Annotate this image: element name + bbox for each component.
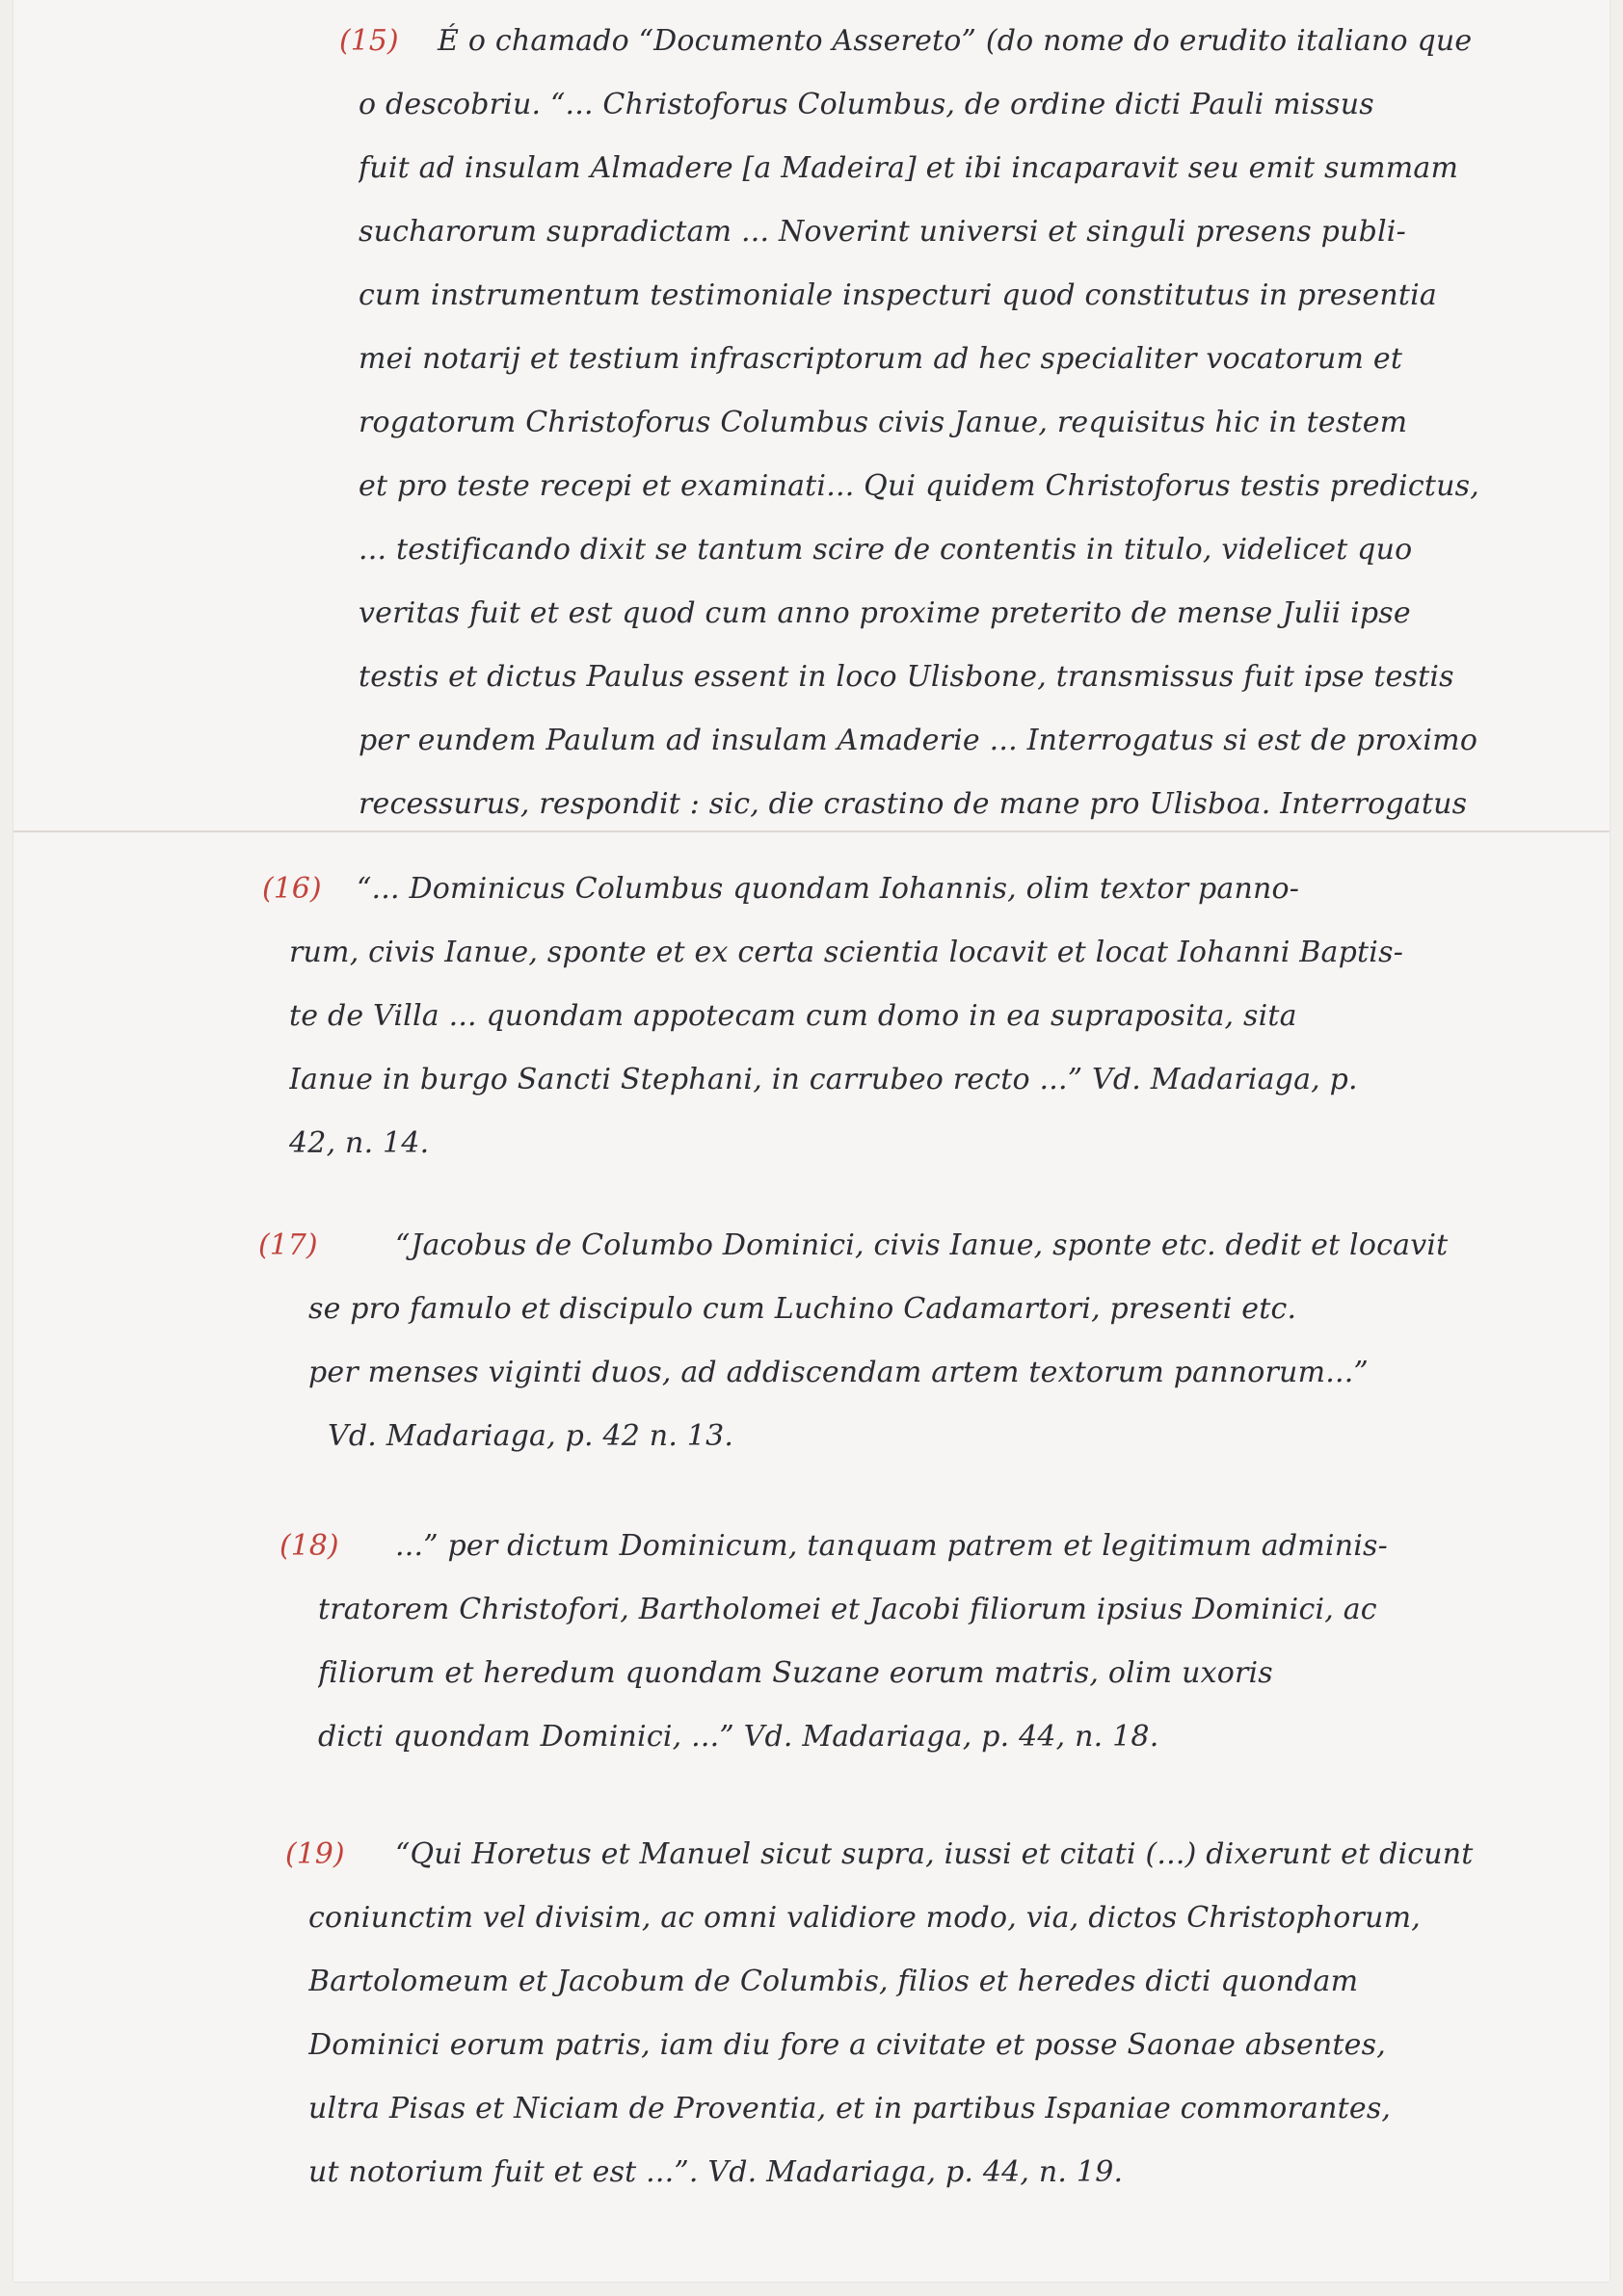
note-19-line: Bartolomeum et Jacobum de Columbis, filios et heredes dicti quondam <box>308 1965 1359 1998</box>
note-15-line: o descobriu. “... Christoforus Columbus, de ordine dicti Pauli missus <box>359 88 1374 121</box>
note-19-line: ut notorium fuit et est ...”. Vd. Madariaga, p. 44, n. 19. <box>308 2155 1124 2189</box>
note-15-line: recessurus, respondit : sic, die crastino de mane pro Ulisboa. Interrogatus <box>359 787 1468 821</box>
note-18 <box>318 1515 1571 1769</box>
note-15-line: ... testificando dixit se tantum scire de contentis in titulo, videlicet quo <box>359 533 1413 567</box>
note-number-19: (19) <box>285 1837 345 1871</box>
note-15-line: cum instrumentum testimoniale inspecturi quod constitutus in presentia <box>359 278 1437 312</box>
note-19 <box>308 1823 1581 2204</box>
note-15-line: sucharorum supradictam ... Noverint universi et singuli presens publi- <box>359 215 1406 249</box>
note-15-line: fuit ad insulam Almadere [a Madeira] et ibi incaparavit seu emit summam <box>359 151 1459 185</box>
note-19-line: Dominici eorum patris, iam diu fore a civitate et posse Saonae absentes, <box>308 2028 1386 2062</box>
note-19-line: coniunctim vel divisim, ac omni validiore modo, via, dictos Christophorum, <box>308 1901 1421 1935</box>
note-18-line: ...” per dictum Dominicum, tanquam patrem et legitimum adminis- <box>395 1529 1388 1563</box>
note-17-line: se pro famulo et discipulo cum Luchino Cadamartori, presenti etc. <box>308 1292 1297 1326</box>
note-number-16: (16) <box>262 872 322 906</box>
note-16-line: 42, n. 14. <box>289 1126 430 1160</box>
note-16-line: rum, civis Ianue, sponte et ex certa scientia locavit et locat Iohanni Baptis- <box>289 936 1404 969</box>
note-17-line: “Jacobus de Columbo Dominici, civis Ianue, sponte etc. dedit et locavit <box>395 1228 1449 1262</box>
note-15-line: per eundem Paulum ad insulam Amaderie ... Interrogatus si est de proximo <box>359 724 1478 757</box>
note-15-line: mei notarij et testium infrascriptorum ad hec specialiter vocatorum et <box>359 342 1403 376</box>
note-16 <box>289 858 1571 1175</box>
note-15-line: et pro teste recepi et examinati... Qui quidem Christoforus testis predictus, <box>359 469 1479 503</box>
note-18-line: tratorem Christofori, Bartholomei et Jacobi filiorum ipsius Dominici, ac <box>318 1593 1377 1626</box>
note-19-line: ultra Pisas et Niciam de Proventia, et in partibus Ispaniae commorantes, <box>308 2092 1392 2125</box>
note-19-line: “Qui Horetus et Manuel sicut supra, iussi et citati (...) dixerunt et dicunt <box>395 1837 1474 1871</box>
note-15-line: veritas fuit et est quod cum anno proxime preterito de mense Julii ipse <box>359 596 1411 630</box>
note-17-line: per menses viginti duos, ad addiscendam artem textorum pannorum...” <box>308 1356 1369 1389</box>
note-17 <box>308 1214 1581 1468</box>
note-15-line: testis et dictus Paulus essent in loco Ulisbone, transmissus fuit ipse testis <box>359 660 1454 694</box>
note-18-line: dicti quondam Dominici, ...” Vd. Madariaga, p. 44, n. 18. <box>318 1720 1159 1754</box>
note-number-18: (18) <box>279 1529 339 1563</box>
note-16-line: Ianue in burgo Sancti Stephani, in carrubeo recto ...” Vd. Madariaga, p. <box>289 1063 1358 1096</box>
note-15-line: rogatorum Christoforus Columbus civis Janue, requisitus hic in testem <box>359 406 1408 439</box>
note-15 <box>359 10 1592 836</box>
note-number-17: (17) <box>258 1228 318 1262</box>
note-16-line: “... Dominicus Columbus quondam Iohannis, olim textor panno- <box>357 872 1300 906</box>
note-17-line: Vd. Madariaga, p. 42 n. 13. <box>328 1419 734 1453</box>
note-16-line: te de Villa ... quondam appotecam cum domo in ea supraposita, sita <box>289 999 1297 1033</box>
note-number-15: (15) <box>339 24 399 58</box>
note-15-line: É o chamado “Documento Assereto” (do nome do erudito italiano que <box>438 24 1473 58</box>
note-18-line: filiorum et heredum quondam Suzane eorum matris, olim uxoris <box>318 1656 1273 1690</box>
